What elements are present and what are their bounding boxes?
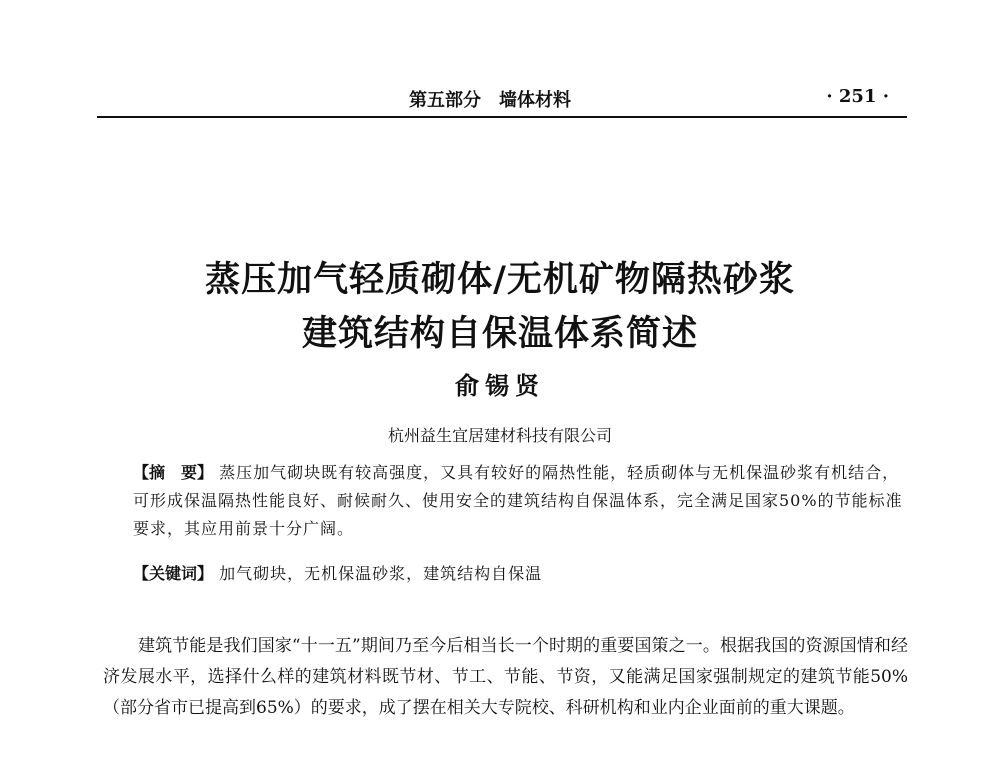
title-line-1: 蒸压加气轻质砌体/无机矿物隔热砂浆 (205, 259, 795, 300)
title-line-2: 建筑结构自保温体系简述 (301, 313, 698, 354)
author-affiliation: 杭州益生宜居建材科技有限公司 (387, 426, 612, 445)
keywords-text: 加气砌块，无机保温砂浆，建筑结构自保温 (219, 564, 543, 583)
author-name: 俞锡贤 (455, 371, 545, 400)
abstract (133, 459, 913, 543)
page-number: · 251 · (826, 86, 889, 107)
body-paragraph: 建筑节能是我们国家“十一五”期间乃至今后相当长一个时期的重要国策之一。根据我国的资源国情和经济发展水平，选择什么样的建筑材料既节材、节工、节能、节资，又能满足国家强制规定的建筑节能50%（部分省市已提高到65%）的要求，成了摆在相关大专院校、科研机构和业内企业面前的重大课题。 (103, 636, 908, 718)
abstract-text: 蒸压加气砌块既有较高强度，又具有较好的隔热性能，轻质砌体与无机保温砂浆有机结合，可形成保温隔热性能良好、耐候耐久、使用安全的建筑结构自保温体系，完全满足国家50%的节能标准要求，其应用前景十分广阔。 (133, 463, 903, 538)
header-section-title: 第五部分 墙体材料 (409, 90, 571, 111)
keywords (133, 560, 913, 588)
running-header (97, 80, 907, 118)
abstract-label: 【摘 要】 (133, 463, 214, 482)
keywords-label: 【关键词】 (133, 564, 214, 583)
